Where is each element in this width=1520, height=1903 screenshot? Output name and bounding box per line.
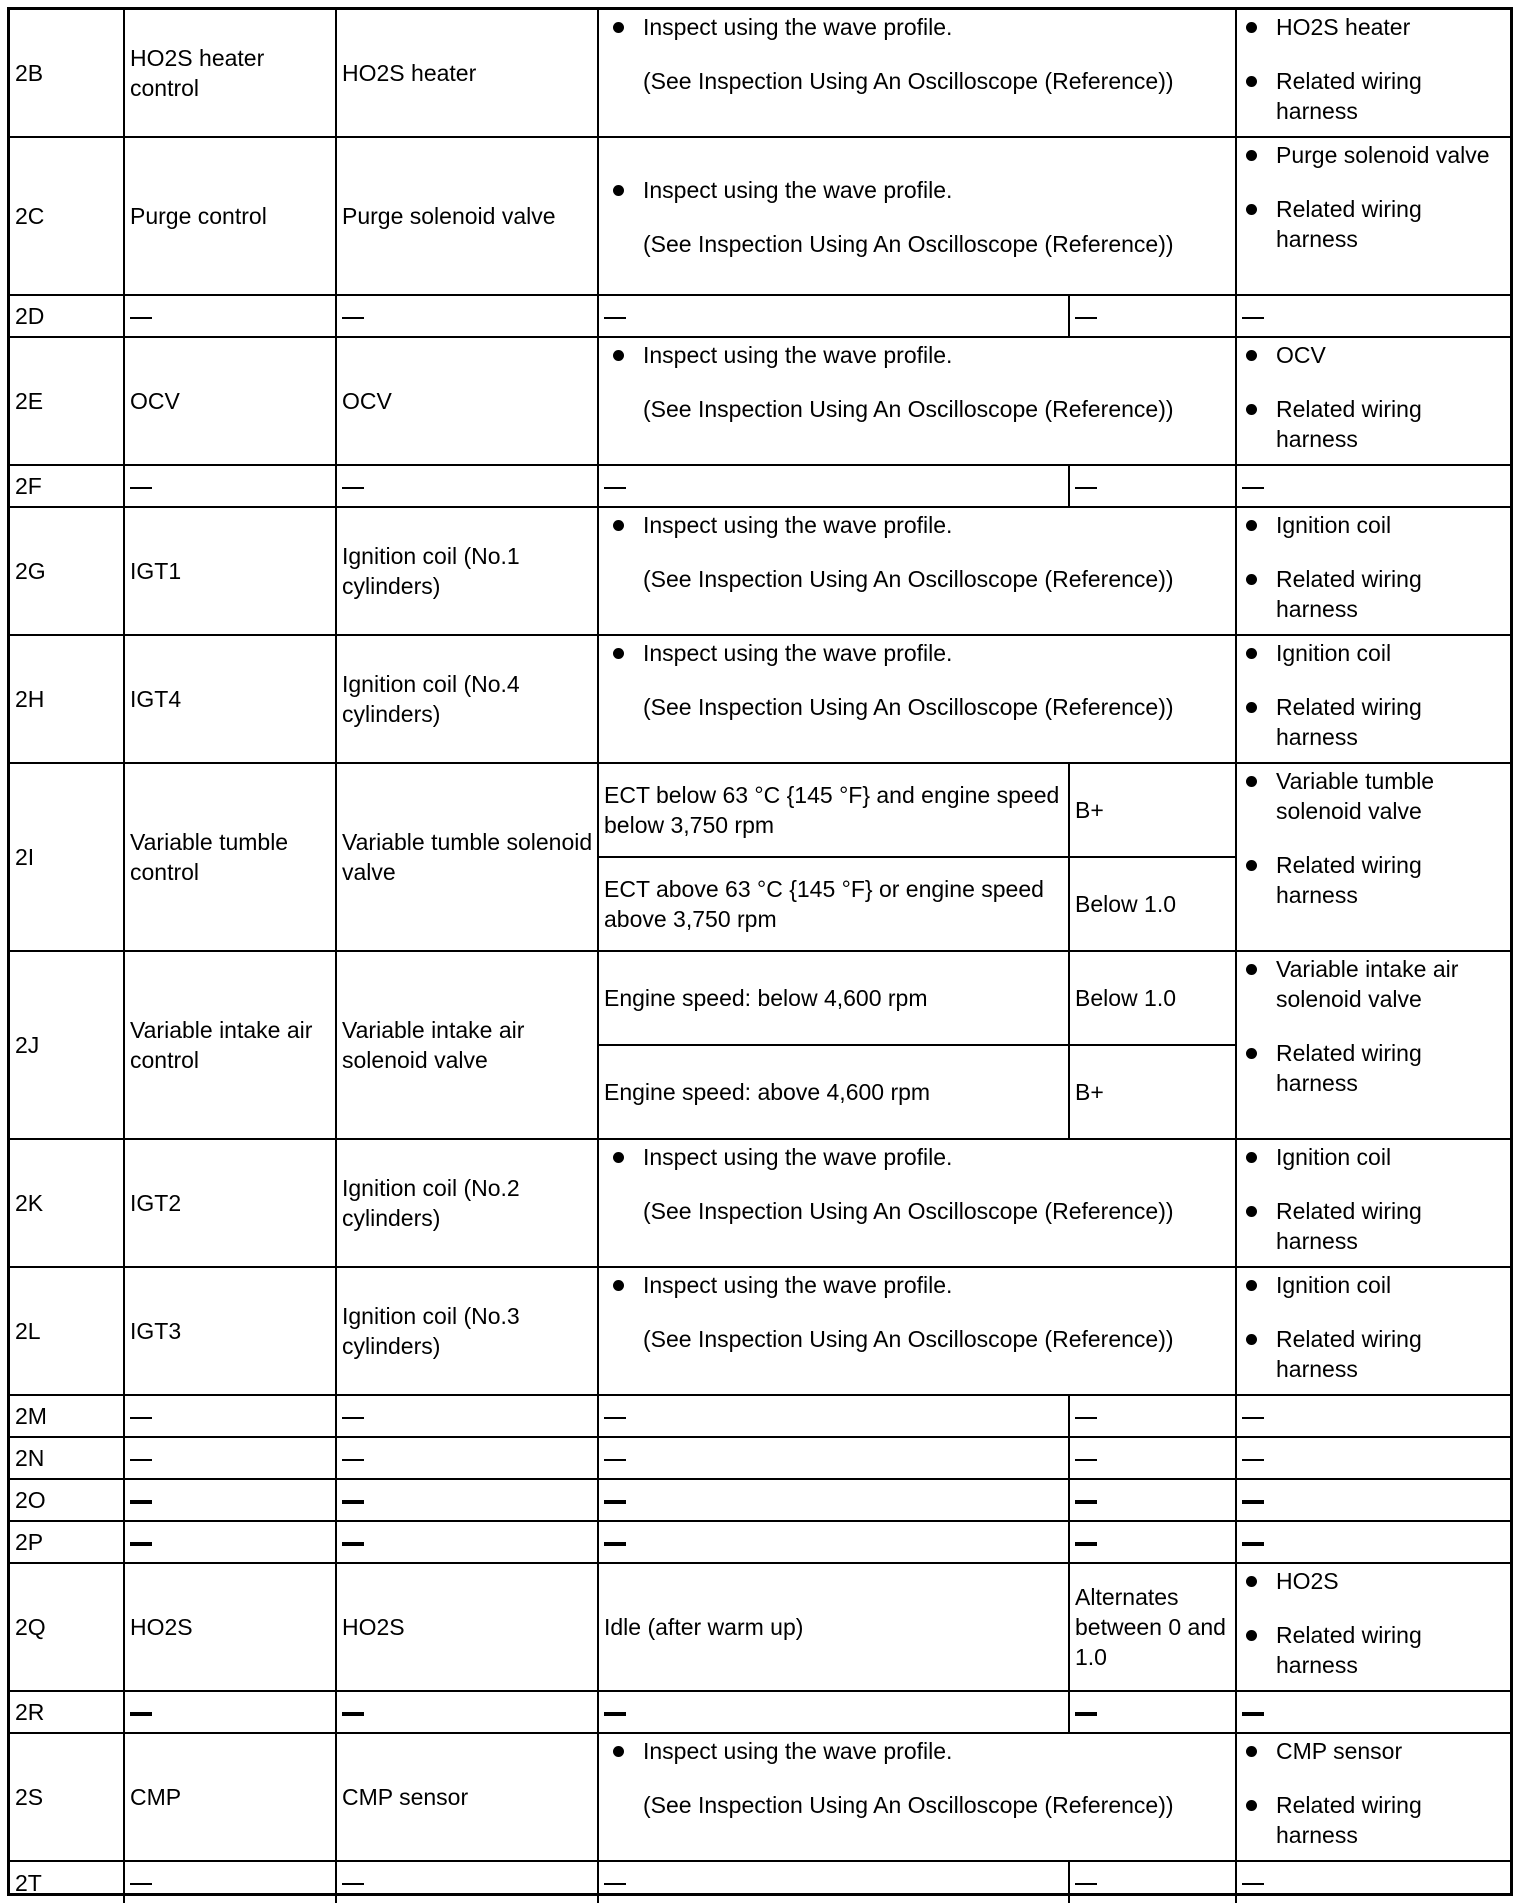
- empty-dash: [598, 1437, 1069, 1479]
- terminal-id: 2B: [10, 10, 124, 137]
- inspection-reference: (See Inspection Using An Oscilloscope (Reference)): [643, 396, 1174, 422]
- inspection-bullet: Inspect using the wave profile.: [609, 638, 1231, 668]
- empty-dash: [124, 1521, 336, 1563]
- table-row: [10, 1437, 1510, 1479]
- empty-dash: [336, 1479, 598, 1521]
- signal-name: HO2S: [124, 1563, 336, 1691]
- voltage: B+: [1069, 763, 1236, 857]
- voltage: Below 1.0: [1069, 951, 1236, 1045]
- empty-dash: [1069, 1691, 1236, 1733]
- signal-name: OCV: [124, 337, 336, 465]
- empty-dash: [336, 1437, 598, 1479]
- inspection-bullet: Inspect using the wave profile.: [609, 1736, 1231, 1766]
- empty-dash: [1236, 1691, 1510, 1733]
- table-row: [10, 507, 1510, 635]
- table-row: [10, 137, 1510, 295]
- terminal-id: 2J: [10, 951, 124, 1139]
- terminal-id: 2F: [10, 465, 124, 507]
- terminal-id: 2I: [10, 763, 124, 951]
- action-item: Variable tumble solenoid valve: [1242, 766, 1506, 826]
- table-row: [10, 465, 1510, 507]
- voltage: Alternates between 0 and 1.0: [1069, 1563, 1236, 1691]
- table-row: [10, 1521, 1510, 1563]
- terminal-id: 2P: [10, 1521, 124, 1563]
- table-row: [10, 763, 1510, 857]
- action-item: HO2S: [1242, 1566, 1506, 1596]
- signal-name: IGT3: [124, 1267, 336, 1395]
- terminal-id: 2T: [10, 1861, 124, 1903]
- connected-to: Ignition coil (No.3 cylinders): [336, 1267, 598, 1395]
- terminal-id: 2Q: [10, 1563, 124, 1691]
- inspection-cell: [598, 337, 1236, 465]
- condition: Engine speed: above 4,600 rpm: [598, 1045, 1069, 1139]
- action-cell: [1236, 763, 1510, 951]
- inspection-bullet: Inspect using the wave profile.: [609, 340, 1231, 370]
- connected-to: CMP sensor: [336, 1733, 598, 1861]
- inspection-cell: [598, 1733, 1236, 1861]
- table-row: [10, 1267, 1510, 1395]
- condition: ECT below 63 °C {145 °F} and engine speed below 3,750 rpm: [598, 763, 1069, 857]
- empty-dash: [598, 465, 1069, 507]
- action-cell: [1236, 507, 1510, 635]
- empty-dash: [1236, 1437, 1510, 1479]
- action-item: Ignition coil: [1242, 510, 1506, 540]
- terminal-id: 2E: [10, 337, 124, 465]
- connected-to: Ignition coil (No.4 cylinders): [336, 635, 598, 763]
- terminal-id: 2C: [10, 137, 124, 295]
- action-item: Related wiring harness: [1242, 66, 1506, 126]
- empty-dash: [1069, 1395, 1236, 1437]
- inspection-reference: (See Inspection Using An Oscilloscope (Reference)): [643, 1792, 1174, 1818]
- action-item: Related wiring harness: [1242, 194, 1506, 254]
- signal-name: Purge control: [124, 137, 336, 295]
- table-row: [10, 1139, 1510, 1267]
- empty-dash: [124, 1479, 336, 1521]
- terminal-table: [10, 10, 1510, 1903]
- table-row: [10, 1479, 1510, 1521]
- voltage: B+: [1069, 1045, 1236, 1139]
- connected-to: HO2S heater: [336, 10, 598, 137]
- action-cell: [1236, 137, 1510, 295]
- action-cell: [1236, 1733, 1510, 1861]
- empty-dash: [598, 1521, 1069, 1563]
- voltage: Below 1.0: [1069, 857, 1236, 951]
- action-cell: [1236, 951, 1510, 1139]
- terminal-id: 2K: [10, 1139, 124, 1267]
- table-row: [10, 1395, 1510, 1437]
- action-item: Related wiring harness: [1242, 1196, 1506, 1256]
- inspection-reference: (See Inspection Using An Oscilloscope (Reference)): [643, 694, 1174, 720]
- terminal-id: 2O: [10, 1479, 124, 1521]
- table-row: [10, 951, 1510, 1045]
- inspection-reference: (See Inspection Using An Oscilloscope (Reference)): [643, 566, 1174, 592]
- terminal-id: 2G: [10, 507, 124, 635]
- empty-dash: [1069, 1861, 1236, 1903]
- inspection-bullet: Inspect using the wave profile.: [609, 1270, 1231, 1300]
- inspection-cell: [598, 137, 1236, 295]
- action-cell: [1236, 635, 1510, 763]
- empty-dash: [1236, 465, 1510, 507]
- action-item: Related wiring harness: [1242, 1790, 1506, 1850]
- table-row: [10, 1563, 1510, 1691]
- signal-name: IGT1: [124, 507, 336, 635]
- inspection-bullet: Inspect using the wave profile.: [609, 510, 1231, 540]
- terminal-table-frame: [7, 7, 1513, 1896]
- inspection-reference: (See Inspection Using An Oscilloscope (Reference)): [643, 231, 1174, 257]
- action-item: Ignition coil: [1242, 1142, 1506, 1172]
- table-row: [10, 1733, 1510, 1861]
- terminal-id: 2M: [10, 1395, 124, 1437]
- empty-dash: [598, 1479, 1069, 1521]
- action-item: CMP sensor: [1242, 1736, 1506, 1766]
- inspection-cell: [598, 10, 1236, 137]
- empty-dash: [1236, 1521, 1510, 1563]
- empty-dash: [1236, 1479, 1510, 1521]
- action-item: Ignition coil: [1242, 1270, 1506, 1300]
- signal-name: Variable tumble control: [124, 763, 336, 951]
- action-cell: [1236, 10, 1510, 137]
- empty-dash: [124, 1395, 336, 1437]
- empty-dash: [1236, 1395, 1510, 1437]
- empty-dash: [1236, 295, 1510, 337]
- empty-dash: [598, 295, 1069, 337]
- empty-dash: [1069, 1479, 1236, 1521]
- connected-to: Variable tumble solenoid valve: [336, 763, 598, 951]
- action-item: Related wiring harness: [1242, 564, 1506, 624]
- inspection-bullet: Inspect using the wave profile.: [609, 1142, 1231, 1172]
- empty-dash: [598, 1691, 1069, 1733]
- action-item: HO2S heater: [1242, 12, 1506, 42]
- inspection-cell: [598, 1139, 1236, 1267]
- empty-dash: [1069, 1521, 1236, 1563]
- condition: Idle (after warm up): [598, 1563, 1069, 1691]
- empty-dash: [124, 465, 336, 507]
- action-item: Purge solenoid valve: [1242, 140, 1506, 170]
- terminal-id: 2R: [10, 1691, 124, 1733]
- action-item: Related wiring harness: [1242, 394, 1506, 454]
- terminal-id: 2S: [10, 1733, 124, 1861]
- empty-dash: [598, 1861, 1069, 1903]
- action-item: Variable intake air solenoid valve: [1242, 954, 1506, 1014]
- action-cell: [1236, 337, 1510, 465]
- empty-dash: [1069, 295, 1236, 337]
- table-row: [10, 635, 1510, 763]
- action-item: Related wiring harness: [1242, 692, 1506, 752]
- empty-dash: [124, 1861, 336, 1903]
- connected-to: Ignition coil (No.1 cylinders): [336, 507, 598, 635]
- table-row: [10, 1691, 1510, 1733]
- empty-dash: [336, 1395, 598, 1437]
- action-item: Related wiring harness: [1242, 850, 1506, 910]
- inspection-reference: (See Inspection Using An Oscilloscope (Reference)): [643, 68, 1174, 94]
- terminal-id: 2D: [10, 295, 124, 337]
- signal-name: IGT2: [124, 1139, 336, 1267]
- empty-dash: [124, 1691, 336, 1733]
- connected-to: OCV: [336, 337, 598, 465]
- action-item: Related wiring harness: [1242, 1620, 1506, 1680]
- table-row: [10, 295, 1510, 337]
- inspection-bullet: Inspect using the wave profile.: [609, 175, 1231, 205]
- empty-dash: [336, 465, 598, 507]
- action-cell: [1236, 1267, 1510, 1395]
- signal-name: IGT4: [124, 635, 336, 763]
- connected-to: Purge solenoid valve: [336, 137, 598, 295]
- terminal-id: 2H: [10, 635, 124, 763]
- connected-to: Variable intake air solenoid valve: [336, 951, 598, 1139]
- empty-dash: [598, 1395, 1069, 1437]
- signal-name: Variable intake air control: [124, 951, 336, 1139]
- inspection-reference: (See Inspection Using An Oscilloscope (Reference)): [643, 1198, 1174, 1224]
- inspection-cell: [598, 507, 1236, 635]
- table-row: [10, 10, 1510, 137]
- condition: Engine speed: below 4,600 rpm: [598, 951, 1069, 1045]
- action-item: Ignition coil: [1242, 638, 1506, 668]
- empty-dash: [336, 1861, 598, 1903]
- empty-dash: [336, 1521, 598, 1563]
- inspection-cell: [598, 635, 1236, 763]
- empty-dash: [1069, 1437, 1236, 1479]
- table-row: [10, 337, 1510, 465]
- inspection-cell: [598, 1267, 1236, 1395]
- empty-dash: [1236, 1861, 1510, 1903]
- action-cell: [1236, 1139, 1510, 1267]
- empty-dash: [336, 1691, 598, 1733]
- terminal-id: 2N: [10, 1437, 124, 1479]
- signal-name: CMP: [124, 1733, 336, 1861]
- action-item: OCV: [1242, 340, 1506, 370]
- empty-dash: [124, 1437, 336, 1479]
- connected-to: HO2S: [336, 1563, 598, 1691]
- action-cell: [1236, 1563, 1510, 1691]
- terminal-id: 2L: [10, 1267, 124, 1395]
- signal-name: HO2S heater control: [124, 10, 336, 137]
- connected-to: Ignition coil (No.2 cylinders): [336, 1139, 598, 1267]
- action-item: Related wiring harness: [1242, 1324, 1506, 1384]
- empty-dash: [1069, 465, 1236, 507]
- inspection-bullet: Inspect using the wave profile.: [609, 12, 1231, 42]
- empty-dash: [124, 295, 336, 337]
- action-item: Related wiring harness: [1242, 1038, 1506, 1098]
- empty-dash: [336, 295, 598, 337]
- table-row: [10, 1861, 1510, 1903]
- inspection-reference: (See Inspection Using An Oscilloscope (Reference)): [643, 1326, 1174, 1352]
- condition: ECT above 63 °C {145 °F} or engine speed above 3,750 rpm: [598, 857, 1069, 951]
